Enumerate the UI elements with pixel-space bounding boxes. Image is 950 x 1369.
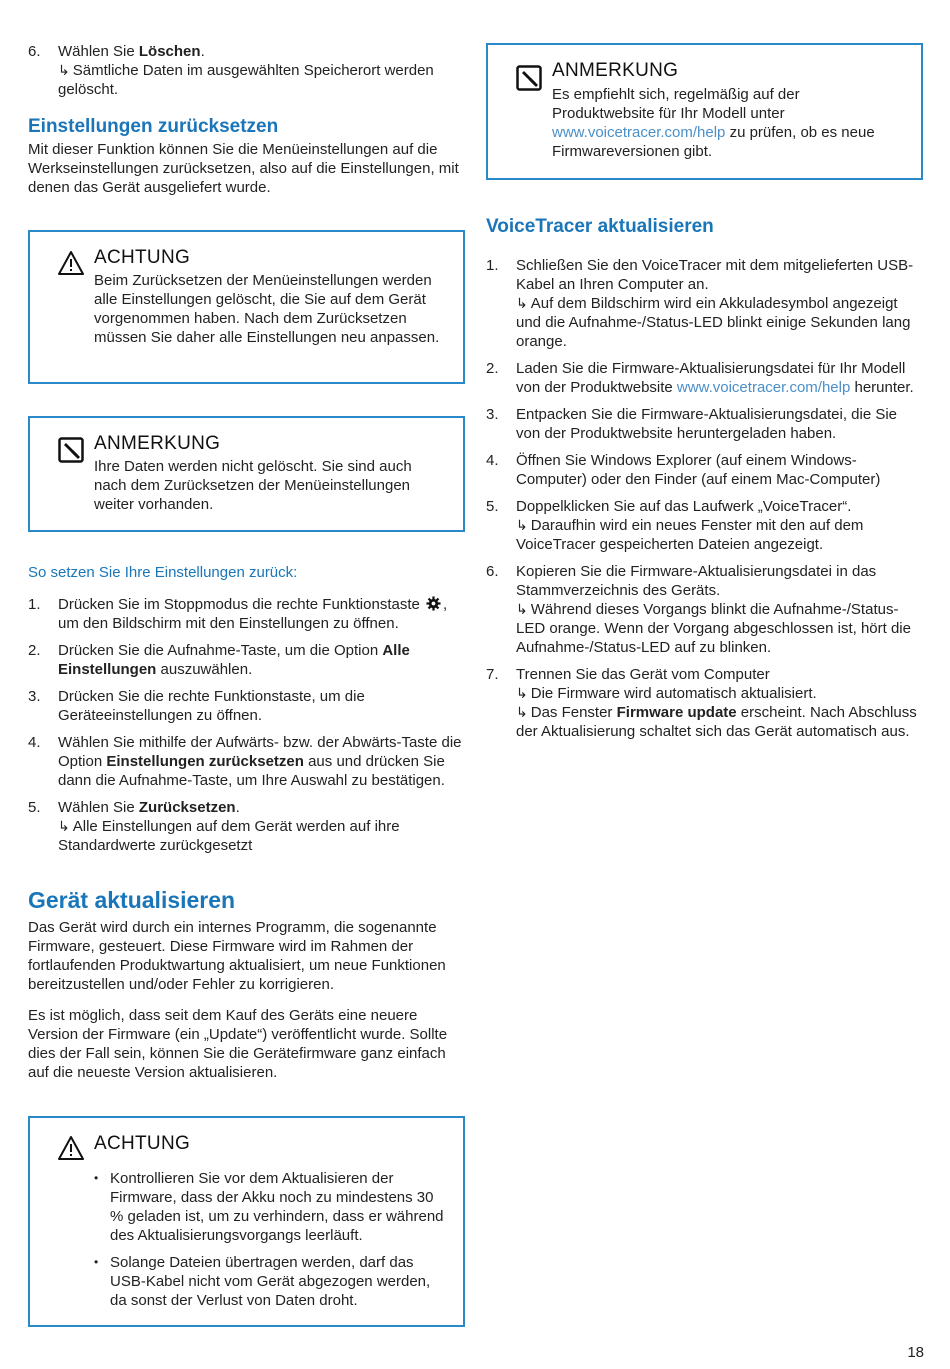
- step-text: Wählen Sie: [58, 799, 139, 816]
- step-bold: Einstellungen zurücksetzen: [106, 753, 304, 770]
- step-text-end: .: [235, 799, 240, 816]
- step-result: Während dieses Vorgangs blinkt die Aufnahme-/Status-LED orange. Wenn der Vorgang abgeschlossen ist, hört die Aufnahme-/Status-LED auf zu blinken.: [516, 601, 911, 656]
- voicetracer-update-heading: VoiceTracer aktualisieren: [486, 216, 714, 237]
- step-result-end: erscheint. Nach Abschluss der Aktualisierung schaltet sich das Gerät automatisch aus.: [516, 704, 917, 740]
- result-arrow-icon: ↳: [516, 601, 528, 617]
- step-text: Trennen Sie das Gerät vom Computer: [516, 666, 770, 683]
- step-text-end: herunter.: [850, 379, 914, 396]
- list-item: [28, 687, 465, 725]
- step-number: 6.: [486, 563, 499, 580]
- reset-steps-list: [28, 595, 465, 863]
- result-arrow-icon: ↳: [516, 517, 528, 533]
- step-result: Daraufhin wird ein neues Fenster mit den auf dem VoiceTracer gespeicherten Dateien angezeigt.: [516, 517, 864, 553]
- step-number: 4.: [486, 452, 499, 469]
- step-result: Alle Einstellungen auf dem Gerät werden auf ihre Standardwerte zurückgesetzt: [58, 818, 400, 854]
- step-number: 1.: [28, 596, 41, 613]
- list-item: [28, 733, 465, 790]
- website-link[interactable]: www.voicetracer.com/help: [676, 379, 851, 396]
- note-text: [552, 85, 903, 161]
- result-arrow-icon: ↳: [58, 818, 70, 834]
- step-text: Öffnen Sie Windows Explorer (auf einem Windows-Computer) oder den Finder (auf einem Mac-Computer): [516, 452, 881, 488]
- note-icon: [516, 65, 542, 91]
- step-number: 2.: [28, 642, 41, 659]
- step-result: Die Firmware wird automatisch aktualisiert.: [530, 685, 817, 702]
- list-item: [28, 641, 465, 679]
- howto-heading: So setzen Sie Ihre Einstellungen zurück:: [28, 564, 298, 581]
- step-text: Doppelklicken Sie auf das Laufwerk „VoiceTracer“.: [516, 498, 852, 515]
- caution-text: Beim Zurücksetzen der Menüeinstellungen werden alle Einstellungen gelöscht, die Sie auf dem Gerät vorgenommen haben. Nach dem Zurücksetzen müssen Sie daher alle Einstellungen neu anpassen.: [94, 272, 440, 346]
- step-text: Schließen Sie den VoiceTracer mit dem mitgelieferten USB-Kabel an Ihren Computer an.: [516, 257, 914, 293]
- step-number: 5.: [28, 799, 41, 816]
- caution-box-2: [28, 1116, 465, 1327]
- step-text-end: , um den Bildschirm mit den Einstellungen zu öffnen.: [58, 596, 448, 632]
- step-result: Auf dem Bildschirm wird ein Akkuladesymbol angezeigt und die Aufnahme-/Status-LED blinkt einige Sekunden lang orange.: [516, 295, 911, 350]
- list-item: [486, 359, 923, 397]
- note-text: Ihre Daten werden nicht gelöscht. Sie sind auch nach dem Zurücksetzen der Menüeinstellungen weiter vorhanden.: [94, 458, 412, 513]
- step-bold: Firmware update: [616, 704, 737, 721]
- reset-heading: Einstellungen zurücksetzen: [28, 116, 279, 137]
- result-arrow-icon: ↳: [516, 704, 528, 720]
- step-text: Drücken Sie im Stoppmodus die rechte Funktionstaste: [58, 596, 425, 613]
- result-arrow-icon: ↳: [58, 62, 70, 78]
- note-icon: [58, 437, 84, 463]
- note-box-1: [28, 416, 465, 532]
- note-title: ANMERKUNG: [552, 60, 679, 81]
- caution-title: ACHTUNG: [94, 247, 191, 268]
- caution-box-1: [28, 230, 465, 384]
- list-item: [486, 256, 923, 351]
- page-number: 18: [907, 1344, 924, 1361]
- step-text: Drücken Sie die rechte Funktionstaste, um die Geräteeinstellungen zu öffnen.: [58, 688, 365, 724]
- note-box-2: [486, 43, 923, 180]
- step-text: Drücken Sie die Aufnahme-Taste, um die Option: [58, 642, 383, 659]
- step-text: Kopieren Sie die Firmware-Aktualisierungsdatei in das Stammverzeichnis des Geräts.: [516, 563, 877, 599]
- result-arrow-icon: ↳: [516, 685, 528, 701]
- update-paragraph-1: Das Gerät wird durch ein internes Programm, die sogenannte Firmware, gesteuert. Diese Firmware wird im Rahmen der fortlaufenden Produktwartung aktualisiert, um neue Funktionen bereitzustellen und/oder Fehler zu korrigieren.: [28, 919, 446, 993]
- list-item: [486, 497, 923, 554]
- step-number: 4.: [28, 734, 41, 751]
- step-bold: Löschen: [138, 43, 201, 60]
- list-item: [486, 451, 923, 489]
- gear-icon: [426, 596, 441, 611]
- step-number: 6.: [28, 43, 41, 60]
- warning-icon: [58, 250, 84, 276]
- step-text: Wählen Sie mithilfe der Aufwärts- bzw. der Abwärts-Taste die Option: [58, 734, 462, 770]
- list-item: [28, 798, 465, 855]
- step-text-end: .: [200, 43, 205, 60]
- step-text: Laden Sie die Firmware-Aktualisierungsdatei für Ihr Modell von der Produktwebsite: [516, 360, 906, 396]
- step-result: Das Fenster: [530, 704, 617, 721]
- caution-title: ACHTUNG: [94, 1133, 191, 1154]
- reset-intro: Mit dieser Funktion können Sie die Menüeinstellungen auf die Werkseinstellungen zurücksetzen, also auf die Einstellungen, mit denen das Gerät ausgeliefert wurde.: [28, 141, 459, 196]
- step-text: Entpacken Sie die Firmware-Aktualisierungsdatei, die Sie von der Produktwebsite heruntergeladen haben.: [516, 406, 898, 442]
- step-bold: Zurücksetzen: [138, 799, 236, 816]
- step-number: 1.: [486, 257, 499, 274]
- step-bold: Alle Einstellungen: [58, 642, 410, 678]
- intro-step: [28, 42, 465, 99]
- list-item: • Kontrollieren Sie vor dem Aktualisieren der Firmware, dass der Akku noch zu mindestens 30 % geladen ist, um zu verhindern, dass er während des Aktualisierungsvorgangs leerläuft.: [94, 1169, 445, 1245]
- result-arrow-icon: ↳: [516, 295, 528, 311]
- update-heading: Gerät aktualisieren: [28, 887, 236, 913]
- update-paragraph-2: Es ist möglich, dass seit dem Kauf des Geräts eine neuere Version der Firmware (ein „Update“) veröffentlicht wurde. Sollte dies der Fall sein, können Sie die Gerätefirmware ganz einfach auf die neueste Version aktualisieren.: [28, 1007, 448, 1081]
- update-steps-list: [486, 256, 923, 749]
- note-text-end: zu prüfen, ob es neue Firmwareversionen gibt.: [552, 124, 875, 160]
- step-number: 3.: [486, 406, 499, 423]
- step-text-end: aus und drücken Sie dann die Aufnahme-Taste, um Ihre Auswahl zu bestätigen.: [58, 753, 445, 789]
- step-number: 7.: [486, 666, 499, 683]
- warning-icon: [58, 1135, 84, 1161]
- step-number: 5.: [486, 498, 499, 515]
- list-item: [486, 405, 923, 443]
- list-item: [486, 665, 923, 741]
- note-text-start: Es empfiehlt sich, regelmäßig auf der Produktwebsite für Ihr Modell unter: [552, 86, 800, 122]
- list-item: [486, 562, 923, 657]
- step-text: Wählen Sie: [58, 43, 139, 60]
- website-link[interactable]: www.voicetracer.com/help: [552, 124, 726, 141]
- step-number: 2.: [486, 360, 499, 377]
- list-item: [28, 595, 465, 633]
- note-title: ANMERKUNG: [94, 433, 221, 454]
- step-text-end: auszuwählen.: [156, 661, 253, 678]
- step-number: 3.: [28, 688, 41, 705]
- list-item: • Solange Dateien übertragen werden, darf das USB-Kabel nicht vom Gerät abgezogen werden, da sonst der Verlust von Daten droht.: [94, 1253, 445, 1310]
- caution-bullets: [94, 1169, 445, 1318]
- step-result: Sämtliche Daten im ausgewählten Speicherort werden gelöscht.: [58, 62, 434, 98]
